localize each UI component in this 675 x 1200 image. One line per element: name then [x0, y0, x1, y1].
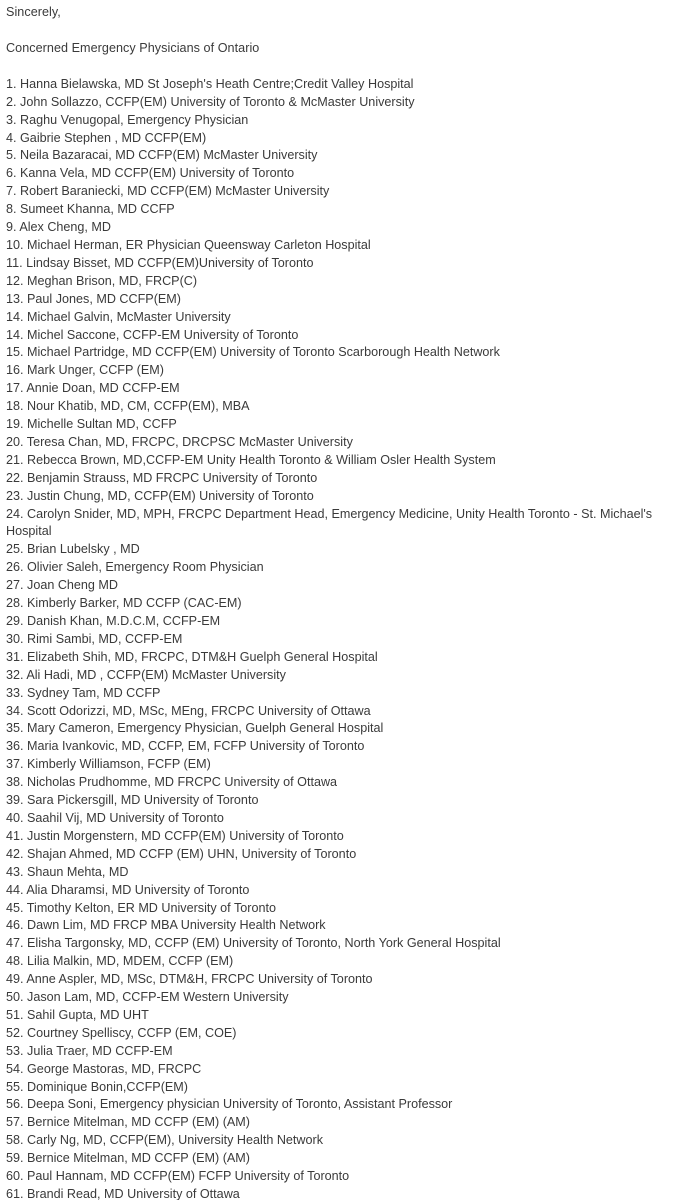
signatory-number: 1 . [6, 77, 20, 91]
signatory-item [6, 685, 669, 703]
signatory-number: 57 . [6, 1115, 27, 1129]
signatory-text: Paul Hannam, MD CCFP(EM) FCFP University of Toronto [27, 1169, 350, 1184]
signatory-number: 26 . [6, 560, 27, 574]
signatory-number: 24 . [6, 507, 27, 521]
signatory-text: Raghu Venugopal, Emergency Physician [20, 112, 249, 127]
signatory-text: Brandi Read, MD University of Ottawa [27, 1187, 240, 1200]
signatory-text: Carolyn Snider, MD, MPH, FRCPC Department Head, Emergency Medicine, Unity Health Toronto - St. Michael's Hospital [6, 506, 653, 539]
signatory-number: 36 . [6, 739, 27, 753]
signatory-text: John Sollazzo, CCFP(EM) University of Toronto & McMaster University [20, 94, 415, 109]
signatory-item [6, 273, 669, 291]
signatory-text: Elisha Targonsky, MD, CCFP (EM) University of Toronto, North York General Hospital [27, 936, 501, 951]
signatory-number: 17 . [6, 381, 26, 395]
signatory-number: 19 . [6, 417, 27, 431]
signatory-text: Sumeet Khanna, MD CCFP [20, 202, 175, 217]
signatory-text: Scott Odorizzi, MD, MSc, MEng, FRCPC University of Ottawa [27, 703, 371, 718]
signatory-item [6, 362, 669, 380]
signatory-item [6, 720, 669, 738]
signatory-item [6, 595, 669, 613]
signatory-item [6, 971, 669, 989]
signatory-number: 21 . [6, 453, 27, 467]
signatory-number: 20 . [6, 435, 27, 449]
signatory-item [6, 76, 669, 94]
signatory-item [6, 219, 669, 237]
signatory-item [6, 255, 669, 273]
signatory-text: Bernice Mitelman, MD CCFP (EM) (AM) [27, 1115, 250, 1130]
signatory-text: Kanna Vela, MD CCFP(EM) University of Toronto [20, 166, 295, 181]
signatory-item [6, 147, 669, 165]
signatory-number: 49 . [6, 972, 26, 986]
signatory-text: Lindsay Bisset, MD CCFP(EM)University of Toronto [26, 255, 314, 270]
signatory-text: Kimberly Barker, MD CCFP (CAC-EM) [27, 596, 242, 611]
signatory-number: 51 . [6, 1008, 27, 1022]
signatory-item [6, 94, 669, 112]
signatory-number: 53 . [6, 1044, 27, 1058]
signatory-number: 22 . [6, 471, 27, 485]
signatory-text: Shaun Mehta, MD [27, 864, 129, 879]
signatory-text: George Mastoras, MD, FRCPC [27, 1061, 202, 1076]
signatory-number: 42 . [6, 847, 27, 861]
signatory-text: Sahil Gupta, MD UHT [27, 1007, 149, 1022]
signatory-text: Dawn Lim, MD FRCP MBA University Health Network [27, 918, 326, 933]
signatory-text: Benjamin Strauss, MD FRCPC University of Toronto [27, 470, 318, 485]
signatory-number: 31 . [6, 650, 27, 664]
signatory-item [6, 1096, 669, 1114]
signatory-number: 12 . [6, 274, 27, 288]
signatory-item [6, 183, 669, 201]
signatory-item [6, 416, 669, 434]
signatory-text: Nicholas Prudhomme, MD FRCPC University of Ottawa [27, 775, 338, 790]
signatory-item [6, 828, 669, 846]
signatory-text: Saahil Vij, MD University of Toronto [27, 810, 224, 825]
signatory-number: 8 . [6, 202, 20, 216]
signatory-item [6, 864, 669, 882]
signatory-item [6, 631, 669, 649]
signatory-text: Alex Cheng, MD [19, 220, 112, 235]
signatory-item [6, 291, 669, 309]
signatory-item [6, 452, 669, 470]
signatory-item [6, 882, 669, 900]
signatory-item [6, 165, 669, 183]
signatory-number: 50 . [6, 990, 27, 1004]
signatory-number: 54 . [6, 1062, 27, 1076]
signatory-number: 14 . [6, 328, 27, 342]
signatory-number: 5 . [6, 148, 20, 162]
signatory-number: 2 . [6, 95, 20, 109]
signatory-number: 32 . [6, 668, 26, 682]
signatory-text: Michelle Sultan MD, CCFP [27, 417, 177, 432]
signatory-text: Kimberly Williamson, FCFP (EM) [27, 757, 211, 772]
signatory-number: 11 . [6, 256, 26, 270]
signatory-item [6, 577, 669, 595]
signatory-text: Alia Dharamsi, MD University of Toronto [26, 882, 250, 897]
signatory-text: Elizabeth Shih, MD, FRCPC, DTM&H Guelph General Hospital [27, 649, 378, 664]
signatory-item [6, 1043, 669, 1061]
signatory-text: Brian Lubelsky , MD [27, 542, 140, 557]
signatory-number: 18 . [6, 399, 27, 413]
signatory-item [6, 237, 669, 255]
signatory-item [6, 112, 669, 130]
signatory-text: Sydney Tam, MD CCFP [27, 685, 161, 700]
signatory-number: 60 . [6, 1169, 27, 1183]
signatory-number: 23 . [6, 489, 27, 503]
signatory-number: 33 . [6, 686, 27, 700]
signatory-text: Teresa Chan, MD, FRCPC, DRCPSC McMaster University [26, 434, 353, 449]
signatory-number: 9 . [6, 220, 19, 234]
signatory-item [6, 1079, 669, 1097]
signatory-item [6, 917, 669, 935]
signatory-text: Robert Baraniecki, MD CCFP(EM) McMaster University [20, 184, 330, 199]
signatory-text: Justin Chung, MD, CCFP(EM) University of Toronto [27, 488, 314, 503]
signatory-text: Hanna Bielawska, MD St Joseph's Heath Centre;Credit Valley Hospital [20, 76, 414, 91]
signatory-item [6, 792, 669, 810]
signatory-text: Meghan Brison, MD, FRCP(C) [27, 273, 198, 288]
signatory-item [6, 327, 669, 345]
signatory-number: 4 . [6, 131, 20, 145]
signatory-item [6, 309, 669, 327]
signatory-text: Ali Hadi, MD , CCFP(EM) McMaster University [26, 667, 286, 682]
signatory-text: Sara Pickersgill, MD University of Toronto [27, 793, 259, 808]
signatory-text: Annie Doan, MD CCFP-EM [26, 381, 180, 396]
signatory-item [6, 989, 669, 1007]
signatory-number: 41 . [6, 829, 27, 843]
signatory-number: 16 . [6, 363, 27, 377]
signatory-number: 43 . [6, 865, 27, 879]
signatory-number: 38 . [6, 775, 27, 789]
signatory-text: Justin Morgenstern, MD CCFP(EM) University of Toronto [27, 828, 344, 843]
signatory-item [6, 1114, 669, 1132]
signatory-number: 61 . [6, 1187, 27, 1200]
signatory-item [6, 1132, 669, 1150]
signatory-text: Paul Jones, MD CCFP(EM) [27, 291, 181, 306]
signatory-text: Courtney Spelliscy, CCFP (EM, COE) [27, 1025, 237, 1040]
signatory-text: Joan Cheng MD [27, 578, 119, 593]
signatory-item [6, 846, 669, 864]
signatory-item [6, 470, 669, 488]
signatory-text: Danish Khan, M.D.C.M, CCFP-EM [27, 614, 221, 628]
signatory-text: Lilia Malkin, MD, MDEM, CCFP (EM) [27, 954, 234, 969]
signatory-number: 39 . [6, 793, 27, 807]
signatory-item [6, 1007, 669, 1025]
signatory-text: Rebecca Brown, MD,CCFP-EM Unity Health Toronto & William Osler Health System [27, 452, 496, 467]
signatory-number: 10 . [6, 238, 27, 252]
signatory-item [6, 810, 669, 828]
signatory-text: Michael Galvin, McMaster University [27, 309, 231, 324]
letter-signature: Concerned Emergency Physicians of Ontario [6, 40, 260, 55]
signatory-item [6, 667, 669, 685]
signatory-item [6, 559, 669, 577]
signatory-number: 48 . [6, 954, 27, 968]
signatory-number: 28 . [6, 596, 27, 610]
signatory-text: Dominique Bonin,CCFP(EM) [27, 1079, 188, 1094]
signatory-text: Carly Ng, MD, CCFP(EM), University Health Network [27, 1133, 324, 1148]
signatory-number: 14 . [6, 310, 27, 324]
signatory-text: Jason Lam, MD, CCFP-EM Western University [27, 990, 289, 1005]
signatory-text: Olivier Saleh, Emergency Room Physician [27, 560, 264, 575]
signatory-number: 59 . [6, 1151, 27, 1165]
signatory-text: Neila Bazaracai, MD CCFP(EM) McMaster University [20, 148, 318, 163]
signatory-number: 44 . [6, 883, 26, 897]
signatory-list [6, 76, 669, 1200]
signatory-text: Michael Herman, ER Physician Queensway Carleton Hospital [27, 237, 371, 252]
signatory-text: Michel Saccone, CCFP-EM University of Toronto [27, 327, 299, 342]
signatory-item [6, 613, 669, 631]
signatory-number: 25 . [6, 542, 27, 556]
signatory-item [6, 953, 669, 971]
signatory-item [6, 488, 669, 506]
signatory-text: Anne Aspler, MD, MSc, DTM&H, FRCPC University of Toronto [26, 972, 373, 987]
signatory-number: 7 . [6, 184, 20, 198]
signatory-item [6, 201, 669, 219]
signatory-item [6, 756, 669, 774]
signatory-text: Deepa Soni, Emergency physician University of Toronto, Assistant Professor [27, 1097, 453, 1112]
signatory-number: 37 . [6, 757, 27, 771]
signatory-item [6, 935, 669, 953]
signatory-number: 13 . [6, 292, 27, 306]
signatory-item [6, 1025, 669, 1043]
signatory-text: Maria Ivankovic, MD, CCFP, EM, FCFP University of Toronto [27, 739, 365, 754]
signatory-item [6, 398, 669, 416]
signatory-number: 6 . [6, 166, 20, 180]
signatory-item [6, 703, 669, 721]
signatory-number: 40 . [6, 811, 27, 825]
signatory-item [6, 1168, 669, 1186]
signatory-number: 52 . [6, 1026, 27, 1040]
signatory-item [6, 1186, 669, 1200]
signatory-item [6, 1150, 669, 1168]
signatory-number: 58 . [6, 1133, 27, 1147]
signatory-item [6, 541, 669, 559]
signatory-text: Rimi Sambi, MD, CCFP-EM [27, 631, 183, 646]
signatory-text: Timothy Kelton, ER MD University of Toronto [26, 900, 276, 915]
signatory-text: Mary Cameron, Emergency Physician, Guelph General Hospital [27, 721, 384, 736]
signatory-item [6, 900, 669, 918]
signatory-item [6, 649, 669, 667]
signatory-text: Nour Khatib, MD, CM, CCFP(EM), MBA [27, 399, 250, 414]
signatory-item [6, 434, 669, 452]
signatory-text: Gaibrie Stephen , MD CCFP(EM) [20, 130, 207, 145]
signatory-number: 45 . [6, 901, 27, 915]
signatory-item [6, 1061, 669, 1079]
signatory-number: 3 . [6, 113, 20, 127]
signatory-number: 46 . [6, 918, 27, 932]
signatory-text: Shajan Ahmed, MD CCFP (EM) UHN, University of Toronto [27, 846, 357, 861]
signatory-text: Mark Unger, CCFP (EM) [27, 363, 164, 378]
signatory-number: 29 . [6, 614, 27, 628]
signatory-number: 56 . [6, 1097, 27, 1111]
signatory-number: 34 . [6, 704, 27, 718]
signatory-item [6, 738, 669, 756]
signatory-number: 35 . [6, 721, 27, 735]
signatory-text: Michael Partridge, MD CCFP(EM) University of Toronto Scarborough Health Network [27, 345, 500, 360]
signatory-number: 55 . [6, 1080, 27, 1094]
signatory-item [6, 506, 668, 542]
signatory-item [6, 380, 669, 398]
signatory-item [6, 130, 669, 148]
signatory-text: Bernice Mitelman, MD CCFP (EM) (AM) [27, 1151, 250, 1166]
signatory-number: 47 . [6, 936, 27, 950]
signatory-number: 30 . [6, 632, 27, 646]
signatory-number: 15 . [6, 345, 27, 359]
signatory-item [6, 774, 669, 792]
signatory-item [6, 344, 669, 362]
signatory-number: 27 . [6, 578, 27, 592]
signatory-text: Julia Traer, MD CCFP-EM [27, 1043, 173, 1058]
letter-salutation: Sincerely, [6, 5, 61, 19]
